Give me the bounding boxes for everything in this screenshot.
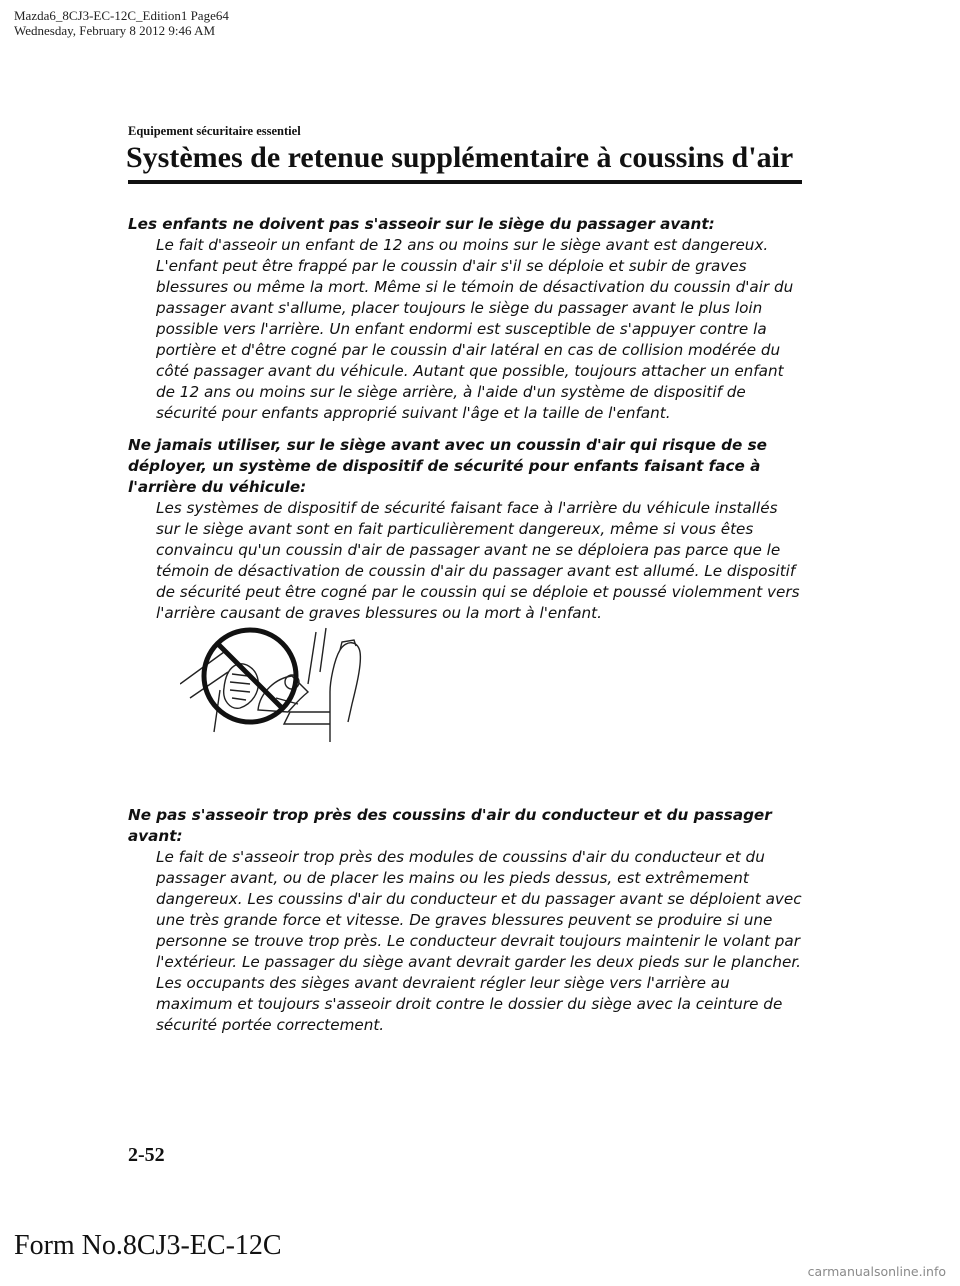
- warning-block-children: [128, 214, 804, 424]
- watermark: carmanualsonline.info: [807, 1264, 946, 1279]
- print-timestamp: Wednesday, February 8 2012 9:46 AM: [14, 23, 216, 38]
- warning-heading: Ne jamais utiliser, sur le siège avant avec un coussin d'air qui risque de se déployer, un système de dispositif de sécurité pour enfants faisant face à l'arrière du véhicule:: [128, 436, 767, 496]
- page-number: 2-52: [128, 1144, 165, 1166]
- print-header: [14, 8, 229, 38]
- warning-block-distance: [128, 805, 804, 1036]
- prohibited-rear-facing-seat-illustration: [180, 612, 380, 744]
- form-number: Form No.8CJ3-EC-12C: [14, 1230, 282, 1261]
- warning-heading: Ne pas s'asseoir trop près des coussins d'air du conducteur et du passager avant:: [128, 806, 772, 845]
- page-title: Systèmes de retenue supplémentaire à coussins d'air: [126, 141, 794, 174]
- section-label: Equipement sécuritaire essentiel: [128, 124, 301, 138]
- warning-body: Les systèmes de dispositif de sécurité faisant face à l'arrière du véhicule installés sur le siège avant sont en fait particulièrement dangereux, même si vous êtes convaincu qu'un coussin d'air de passager avant ne se déploiera pas parce que le témoin de désactivation de coussin d'air du passager avant est allumé. Le dispositif de sécurité peut être cogné par le coussin qui se déploie et poussé violemment vers l'arrière causant de graves blessures ou la mort à l'enfant.: [156, 499, 800, 622]
- title-divider: [128, 180, 802, 184]
- warning-heading: Les enfants ne doivent pas s'asseoir sur le siège du passager avant:: [128, 215, 715, 233]
- warning-block-rear-facing: [128, 435, 804, 624]
- warning-body: Le fait d'asseoir un enfant de 12 ans ou moins sur le siège avant est dangereux. L'enfant peut être frappé par le coussin d'air s'il se déploie et subir de graves blessures ou même la mort. Même si le témoin de désactivation du coussin d'air du passager avant s'allume, placer toujours le siège du passager avant le plus loin possible vers l'arrière. Un enfant endormi est susceptible de s'appuyer contre la portière et d'être cogné par le coussin d'air latéral en cas de collision modérée du côté passager avant du véhicule. Autant que possible, toujours attacher un enfant de 12 ans ou moins sur le siège arrière, à l'aide d'un système de dispositif de sécurité pour enfants approprié suivant l'âge et la taille de l'enfant.: [156, 236, 794, 422]
- file-info: Mazda6_8CJ3-EC-12C_Edition1 Page64: [14, 8, 229, 23]
- warning-body: Le fait de s'asseoir trop près des modules de coussins d'air du conducteur et du passager avant, ou de placer les mains ou les pieds dessus, est extrêmement dangereux. Les coussins d'air du conducteur et du passager avant se déploient avec une très grande force et vitesse. De graves blessures peuvent se produire si une personne se trouve trop près. Le conducteur devrait toujours maintenir le volant par l'extérieur. Le passager du siège avant devrait garder les deux pieds sur le plancher. Les occupants des sièges avant devraient régler leur siège vers l'arrière au maximum et toujours s'asseoir droit contre le dossier du siège avec la ceinture de sécurité portée correctement.: [156, 848, 802, 1034]
